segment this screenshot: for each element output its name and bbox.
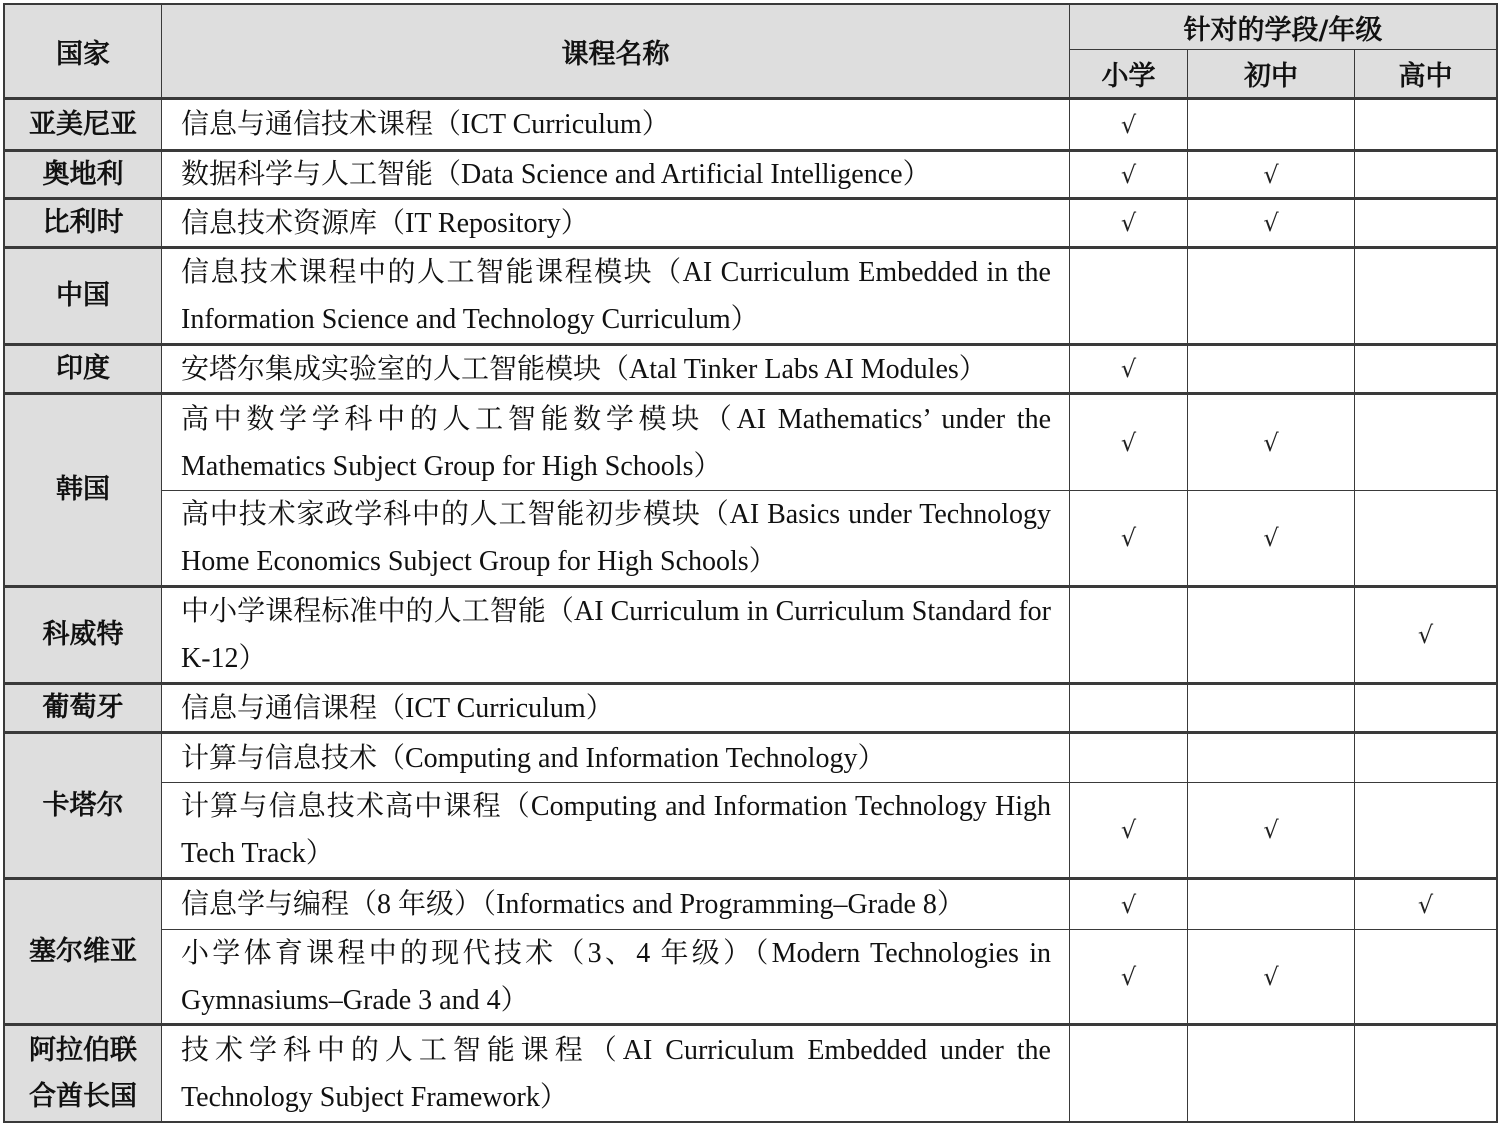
country-cell [3, 100, 162, 152]
course-cell [162, 1026, 1070, 1123]
country-name: 科威特 [42, 619, 124, 650]
senior-check-mark [1355, 491, 1498, 588]
country-name: 比利时 [42, 207, 124, 238]
course-name: 计算与信息技术（Computing and Information Technology） [181, 742, 886, 774]
senior-check-mark [1355, 783, 1498, 880]
country-name: 奥地利 [42, 158, 124, 190]
primary-check-mark: √ [1070, 200, 1188, 249]
header-course [162, 3, 1070, 100]
primary-check-mark: √ [1070, 152, 1188, 200]
primary-check-mark [1070, 1026, 1188, 1123]
country-name: 塞尔维亚 [29, 935, 137, 967]
junior-check-mark [1188, 100, 1355, 152]
primary-check-mark: √ [1070, 346, 1188, 395]
country-name: 印度 [56, 353, 110, 384]
country-cell [3, 152, 162, 200]
junior-check-mark: √ [1188, 491, 1355, 588]
senior-check-mark [1355, 346, 1498, 395]
senior-check-mark [1355, 152, 1498, 200]
course-name: 信息学与编程（8 年级）（Informatics and Programming–Grade 8） [181, 889, 965, 920]
header-primary [1070, 50, 1188, 100]
course-cell [162, 685, 1070, 734]
junior-check-mark: √ [1188, 930, 1355, 1026]
course-name: 信息技术资源库（IT Repository） [181, 207, 589, 239]
junior-check-mark: √ [1188, 783, 1355, 880]
primary-check-mark: √ [1070, 880, 1188, 930]
header-junior-label: 初中 [1244, 61, 1298, 92]
country-cell [3, 346, 162, 395]
senior-check-mark [1355, 734, 1498, 783]
country-cell [3, 200, 162, 249]
course-name: 安塔尔集成实验室的人工智能模块（Atal Tinker Labs AI Modules） [181, 353, 987, 385]
header-junior [1188, 50, 1355, 100]
course-cell [162, 100, 1070, 152]
junior-check-mark [1188, 588, 1355, 685]
primary-check-mark: √ [1070, 491, 1188, 588]
junior-check-mark [1188, 685, 1355, 734]
course-cell [162, 346, 1070, 395]
course-name: 数据科学与人工智能（Data Science and Artificial Intelligence） [181, 159, 931, 190]
country-cell [3, 1026, 162, 1123]
country-cell [3, 395, 162, 588]
header-country-label: 国家 [56, 38, 110, 70]
senior-check-mark [1355, 930, 1498, 1026]
country-cell [3, 734, 162, 880]
country-cell [3, 588, 162, 685]
country-name: 韩国 [56, 474, 110, 505]
country-name: 中国 [56, 280, 110, 311]
course-name: 信息技术课程中的人工智能课程模块（AI Curriculum Embedded in the Information Science and Technology Curriculum） [181, 257, 1051, 335]
country-name: 亚美尼亚 [29, 108, 137, 140]
primary-check-mark: √ [1070, 930, 1188, 1026]
header-primary-label: 小学 [1101, 61, 1156, 92]
senior-check-mark [1355, 1026, 1498, 1123]
country-name: 阿拉伯联合酋长国 [29, 1034, 137, 1112]
primary-check-mark [1070, 734, 1188, 783]
course-cell [162, 152, 1070, 200]
junior-check-mark: √ [1188, 152, 1355, 200]
country-name: 卡塔尔 [42, 789, 124, 821]
senior-check-mark [1355, 249, 1498, 346]
course-cell [162, 880, 1070, 930]
header-grade-group [1070, 3, 1498, 50]
course-name: 技术学科中的人工智能课程（AI Curriculum Embedded under the Technology Subject Framework） [181, 1034, 1051, 1113]
course-cell [162, 395, 1070, 491]
country-cell [3, 880, 162, 1026]
primary-check-mark [1070, 588, 1188, 685]
course-name: 中小学课程标准中的人工智能（AI Curriculum in Curriculum Standard for K-12） [181, 596, 1051, 674]
header-senior [1355, 50, 1498, 100]
course-cell [162, 588, 1070, 685]
course-name: 信息与通信课程（ICT Curriculum） [181, 692, 614, 724]
junior-check-mark [1188, 249, 1355, 346]
header-country [3, 3, 162, 100]
country-cell [3, 685, 162, 734]
header-course-label: 课程名称 [561, 38, 670, 70]
course-name: 小学体育课程中的现代技术（3、4 年级）（Modern Technologies in Gymnasiums–Grade 3 and 4） [181, 937, 1051, 1016]
primary-check-mark: √ [1070, 783, 1188, 880]
senior-check-mark [1355, 685, 1498, 734]
curriculum-table [3, 3, 1498, 1123]
primary-check-mark: √ [1070, 395, 1188, 491]
senior-check-mark: √ [1355, 880, 1498, 930]
senior-check-mark [1355, 100, 1498, 152]
course-name: 信息与通信技术课程（ICT Curriculum） [181, 109, 670, 140]
senior-check-mark [1355, 395, 1498, 491]
primary-check-mark [1070, 685, 1188, 734]
senior-check-mark: √ [1355, 588, 1498, 685]
header-senior-label: 高中 [1398, 61, 1453, 92]
course-name: 高中技术家政学科中的人工智能初步模块（AI Basics under Technology Home Economics Subject Group for High Schools） [181, 499, 1051, 577]
junior-check-mark [1188, 880, 1355, 930]
country-name: 葡萄牙 [42, 692, 124, 723]
course-cell [162, 249, 1070, 346]
course-name: 计算与信息技术高中课程（Computing and Information Technology High Tech Track） [181, 791, 1051, 869]
junior-check-mark: √ [1188, 395, 1355, 491]
junior-check-mark [1188, 346, 1355, 395]
senior-check-mark [1355, 200, 1498, 249]
course-name: 高中数学学科中的人工智能数学模块（AI Mathematics’ under the Mathematics Subject Group for High Schools） [181, 403, 1051, 482]
course-cell [162, 783, 1070, 880]
junior-check-mark: √ [1188, 200, 1355, 249]
course-cell [162, 930, 1070, 1026]
header-grade-group-label: 针对的学段/年级 [1183, 14, 1383, 46]
course-cell [162, 200, 1070, 249]
country-cell [3, 249, 162, 346]
course-cell [162, 734, 1070, 783]
course-cell [162, 491, 1070, 588]
primary-check-mark: √ [1070, 100, 1188, 152]
junior-check-mark [1188, 734, 1355, 783]
junior-check-mark [1188, 1026, 1355, 1123]
primary-check-mark [1070, 249, 1188, 346]
